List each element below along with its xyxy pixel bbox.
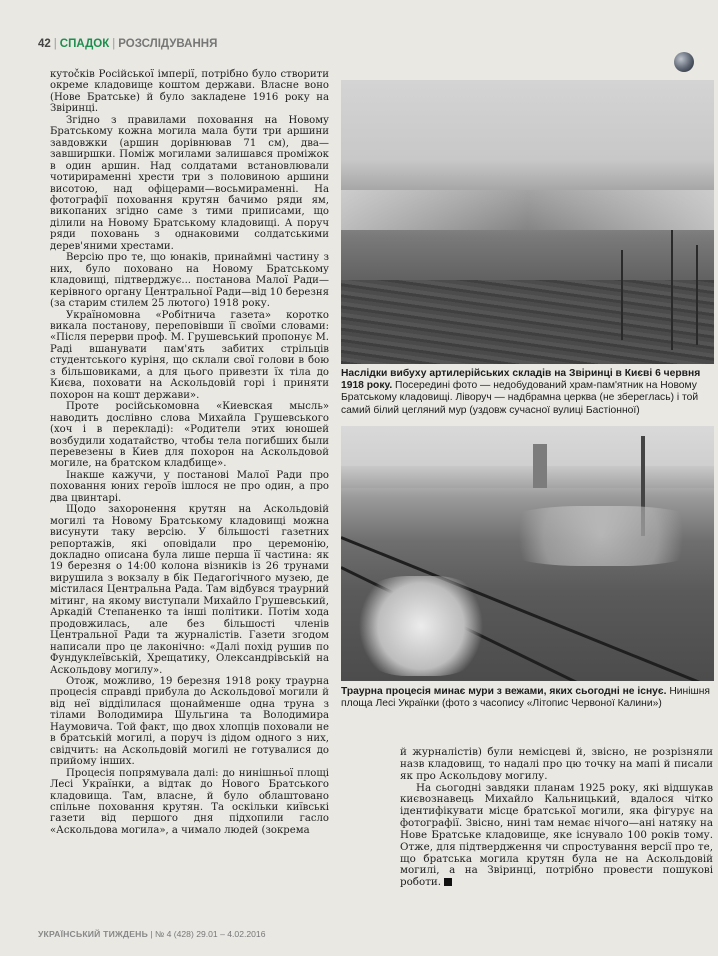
paragraph: Отож, можливо, 19 березня 1918 року траурна процесія справді прибула до Аскольдової могили й від неї відділилася щонайменше одна труна з тілами Володимира Шульгина та Володимира Наумовича. Той факт, що двох хлопців поховали не в братській могилі, а поруч із дідом одного з них, свідчить: на Аскольдовій могилі не готувалися до прийому інших. xyxy=(50,676,329,768)
paragraph: Україномовна «Робітнича газета» коротко викала постанову, переповівши її своїми словами: «Після перерви проф. М. Грушевський пропонує М. Раді вшанувати пам'ять забитих стрільців студентського куріня, що склали свої голови в бою з більшовиками, а для цього привезти їх тіла до Києва, поховати на Аскольдовій горі і приняти похорон на кошт держави». xyxy=(50,309,329,401)
page-footer xyxy=(38,929,265,939)
photo-caption-2 xyxy=(341,686,714,710)
caption-bold: Наслідки вибуху артилерійських складів на Звіринці в Києві 6 червня 1918 року. xyxy=(341,368,701,392)
paragraph: й журналістів) були немісцеві й, звісно, не розрізняли назв кладовищ, то надалі про цю точку на мапі й писали як про Аскольдову могилу. xyxy=(400,746,713,782)
paragraph xyxy=(400,783,713,890)
photo-ground xyxy=(341,280,714,364)
photo-smoke-haze xyxy=(341,190,714,230)
globe-icon xyxy=(674,52,694,72)
caption-bold: Траурна процесія минає мури з вежами, яких сьогодні не існує. xyxy=(341,686,667,697)
photo-caption-1 xyxy=(341,368,714,417)
funeral-procession-photo xyxy=(341,426,714,681)
left-text-column xyxy=(50,69,329,836)
right-text-column xyxy=(400,747,713,889)
paragraph: Процесія попрямувала далі: до нинішньої площі Лесі Українки, а відтак до Нового Братського кладовища. Там, власне, й було облаштовано спільне поховання крутян. Та оскільки київські газети від першого дня підхопили гасло «Аскольдова могила», а чимало людей (зокрема xyxy=(50,767,329,836)
page-header xyxy=(38,36,217,52)
paragraph: кутočків Російської імперії, потрібно було створити окреме кладовище коштом держави. Власне воно (Нове Братське) й було закладене 1916 року на Звіринці. xyxy=(50,69,329,115)
explosion-aftermath-photo xyxy=(341,80,714,364)
end-of-article-icon xyxy=(444,878,452,886)
magazine-name: УКРАЇНСЬКИЙ ТИЖДЕНЬ xyxy=(38,929,148,939)
paragraph: Версію про те, що юнаків, принаймні частину з них, було поховано на Новому Братському кладовищі, підтверджує... постанова Малої Ради—керівного органу Центральної Ради—від 10 березня (за старим стилем 25 лютого) 1918 року. xyxy=(50,252,329,310)
page-number: 42 xyxy=(38,38,51,50)
photo-pole xyxy=(621,250,623,340)
section-name: СПАДОК xyxy=(59,38,110,50)
paragraph: Щодо захоронення крутян на Аскольдовій могилі та Новому Братському кладовищі можна висунути таку версію. У більшості газетних репортажів, які оповідали про церемонію, докладно описана була лише перша її частина: як 19 березня о 14:00 колона візників із 26 трунами вирушила з вокзалу в бік Педагогічного музею, де містилася Центральна Рада. Там відбувся траурний мітинг, на якому виступали Михайло Грушевський, Аркадій Степаненко та інші політики. Потім хода продовжилась, але без більшості членів Центральної Ради та журналістів. Газети згодом написали про це лаконічно: «Далі похід рушив по Фундуклеївській, Хрещатику, Олександрівській на Аскольдову могилу». xyxy=(50,504,329,676)
paragraph: Проте російськомовна «Киевская мысль» наводить дослівно слова Михайла Грушевського (хоч і в перекладі): «Родители этих юношей возбудили ходатайство, чтобы тела погибших были перевезены в Киев для похорон на Аскольдовой могиле, на братском кладбище». xyxy=(50,401,329,470)
issue-info: № 4 (428) 29.01 – 4.02.2016 xyxy=(154,929,266,939)
photo-pole xyxy=(671,230,673,350)
photo-crowd xyxy=(491,506,711,566)
photo-wall xyxy=(341,466,714,488)
header-separator: | xyxy=(112,38,116,50)
paragraph-text: На сьогодні завдяки планам 1925 року, які відшукав києвознавець Михайло Кальницький, вдалося чітко ідентифікувати місце братської могили, яка фігурує на фотографії. Звісно, нині там немає нічого—ані натяку на Нове Братське кладовище, яке існувало 100 років тому. Отже, для підтвердження чи спростування версії про те, що братська могила крутян була не на Аскольдовій могилі, а на Звіринці, потрібно провести пошукові роботи. xyxy=(400,781,713,889)
photo-tower xyxy=(533,444,547,488)
paragraph: Інакше кажучи, у постанові Малої Ради про поховання юних героїв ішлося не про один, а про два цвинтарі. xyxy=(50,469,329,504)
photo-crowd xyxy=(351,576,491,676)
paragraph: Згідно з правилами поховання на Новому Братському кожна могила мала бути три аршини завдовжки (аршин дорівнював 71 см), два—завширшки. Поміж могилами залишався проміжок в один аршин. Над солдатами встановлювали чотирираменні хрести три з половиною аршини висотою, над офіцерами—восьмираменні. На фотографії поховання крутян бачимо ряди ям, викопаних згідно саме з тими приписами, що ділили на Новому Братському кладовищі. А поруч ряди поховань з однаковими солдатськими дерев'яними хрестами. xyxy=(50,114,329,252)
header-separator: | xyxy=(53,38,57,50)
caption-text: Посередині фото — недобудований храм-пам'ятник на Новому Братському кладовищі. Ліворуч — надбрамна церква (не збереглась) і той самий білий цегляний мур (уздовж сучасної вулиці Бастіонної) xyxy=(341,380,699,416)
subsection-name: РОЗСЛІДУВАННЯ xyxy=(118,38,218,50)
caption-text: Нинішня площа Лесі Українки (фото з часопису «Літопис Червоної Калини») xyxy=(341,686,710,710)
photo-pole xyxy=(696,245,698,345)
footer-separator: | xyxy=(150,929,155,939)
